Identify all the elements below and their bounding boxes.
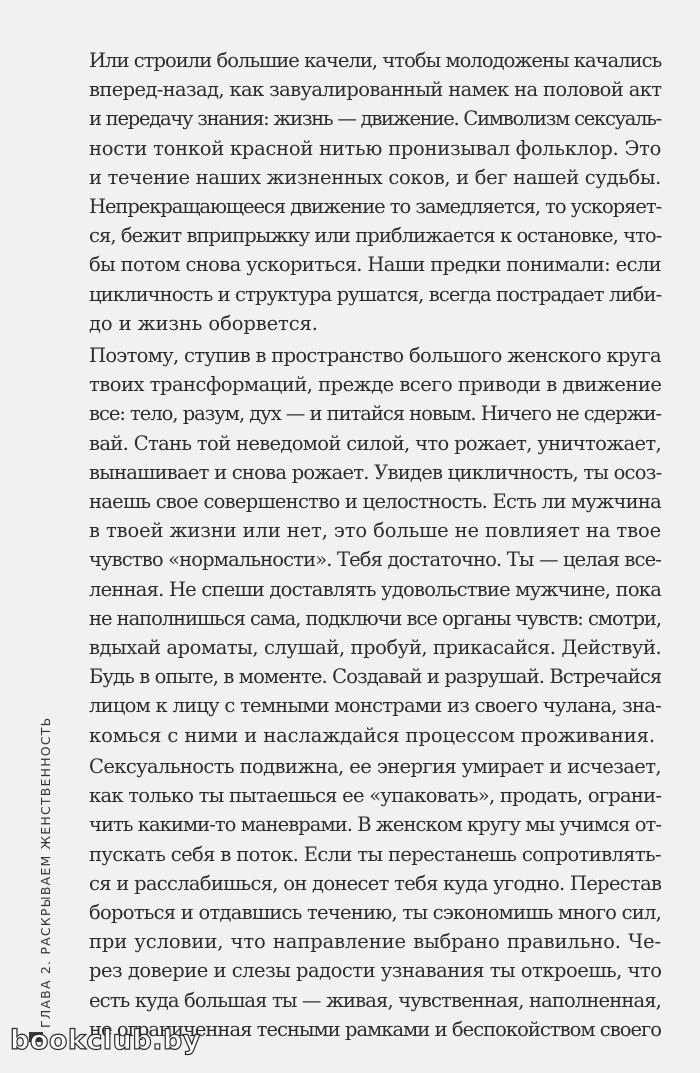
text-line: вынашивает и снова рожает. Увидев цикличность, ты осоз- — [89, 460, 662, 484]
paragraph-1 — [89, 46, 661, 338]
running-header: ГЛАВА 2. РАСКРЫВАЕМ ЖЕНСТВЕННОСТЬ — [38, 716, 53, 1028]
text-line: есть куда большая ты — живая, чувственная, наполненная, — [89, 988, 661, 1012]
text-line: рез доверие и слезы радости узнавания ты откроешь, что — [89, 959, 662, 983]
text-line: ности тонкой красной нитью пронизывал фольклор. Это — [89, 136, 662, 160]
paragraph-2 — [89, 341, 661, 750]
text-line: Или строили большие качели, чтобы молодожены качались — [89, 49, 662, 72]
text-line: и течение наших жизненных соков, и бег нашей судьбы. — [89, 165, 662, 189]
text-line: наешь свое совершенство и целостность. Есть ли мужчина — [89, 490, 662, 514]
text-line: и передачу знания: жизнь — движение. Символизм сексуаль- — [89, 107, 661, 131]
text-line: в твоей жизни или нет, это больше не повлияет на твое — [89, 519, 661, 543]
text-line: Сексуальность подвижна, ее энергия умирает и исчезает, — [89, 755, 661, 778]
text-line: вдыхай ароматы, слушай, пробуй, прикасайся. Действуй. — [89, 636, 662, 660]
text-line: вперед-назад, как завуалированный намек на половой акт — [89, 78, 662, 102]
text-line: Будь в опыте, в моменте. Создавай и разрушай. Встречайся — [89, 665, 662, 689]
text-line: все: тело, разум, дух — и питайся новым. Ничего не сдержи- — [89, 402, 662, 426]
text-line: чить какими-то маневрами. В женском кругу мы учимся от- — [89, 813, 661, 837]
text-line: при условии, что направление выбрано правильно. Че- — [89, 930, 661, 954]
text-line: бы потом снова ускориться. Наши предки понимали: если — [89, 253, 661, 277]
text-line: лицом к лицу с темными монстрами из своего чулана, зна- — [89, 694, 661, 718]
text-line: Поэтому, ступив в пространство большого женского круга — [89, 344, 661, 367]
text-line: не ограниченная тесными рамками и беспокойством своего — [89, 1017, 661, 1041]
text-line: ленная. Не спеши доставлять удовольствие мужчине, пока — [89, 577, 662, 601]
paragraph-3 — [89, 752, 661, 1044]
text-line: цикличность и структура рушатся, всегда пострадает либи- — [89, 282, 662, 306]
text-line: ся и расслабишься, он донесет тебя куда угодно. Перестав — [89, 871, 662, 895]
text-line: чувство «нормальности». Тебя достаточно. Ты — целая все- — [89, 548, 661, 572]
text-line: пускать себя в поток. Если ты перестанешь сопротивлять- — [89, 842, 661, 866]
text-line: вай. Стань той неведомой силой, что рожает, уничтожает, — [89, 431, 661, 455]
text-line: не наполнишься сама, подключи все органы чувств: смотри, — [89, 606, 661, 630]
watermark: bookclub.by — [10, 1025, 201, 1056]
text-line: комься с ними и наслаждайся процессом проживания. — [89, 723, 655, 747]
text-line: Непрекращающееся движение то замедляется, то ускоряет- — [89, 195, 662, 219]
text-line: до и жизнь оборвется. — [89, 311, 318, 335]
text-line: бороться и отдавшись течению, ты сэкономишь много сил, — [89, 901, 662, 925]
text-line: твоих трансформаций, прежде всего приводи в движение — [89, 373, 662, 397]
text-line: как только ты пытаешься ее «упаковать», продать, ограни- — [89, 784, 662, 808]
text-line: ся, бежит вприпрыжку или приближается к остановке, что- — [89, 224, 662, 248]
